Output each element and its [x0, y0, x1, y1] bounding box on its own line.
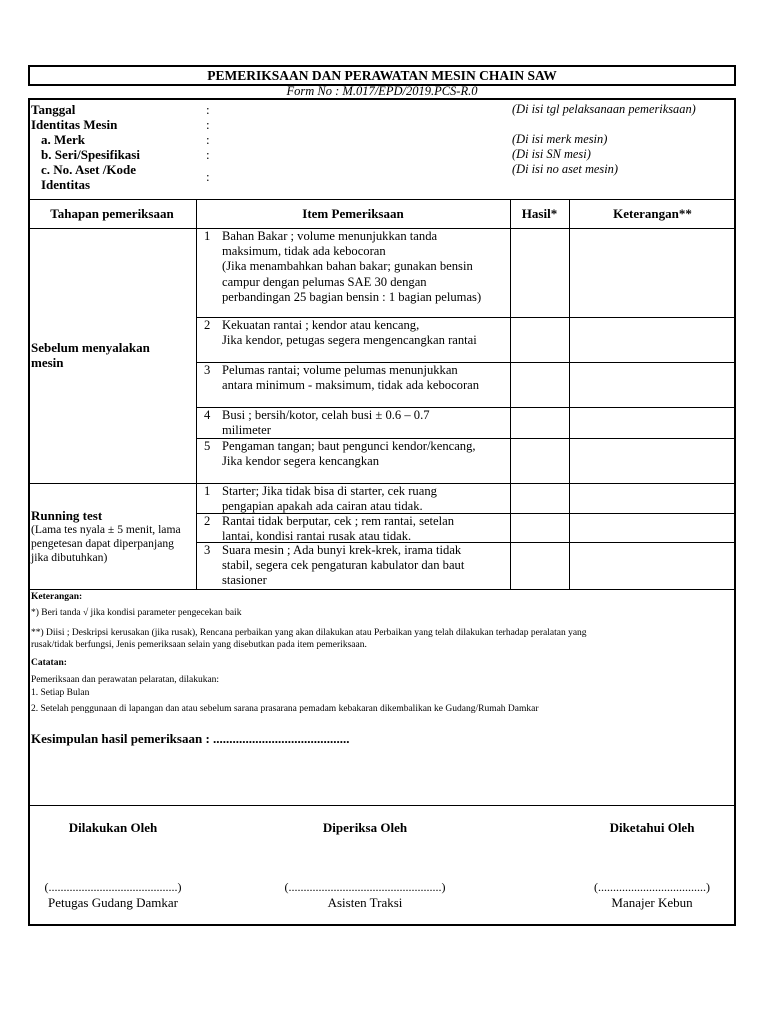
col-divider: [196, 199, 197, 589]
item-text: Pelumas rantai; volume pelumas menunjukkan antara minimum - maksimum, tidak ada kebocoran: [222, 363, 480, 393]
form-number: Form No : M.017/EPD/2019.PCS-R.0: [286, 84, 478, 98]
col-divider: [510, 199, 511, 589]
note-seri: (Di isi SN mesi): [512, 147, 591, 161]
signature-line: (...................................................): [284, 880, 446, 894]
item-text: Bahan Bakar ; volume menunjukkan tanda maksimum, tidak ada kebocoran (Jika menambahkan bahan bakar; gunakan bensin campur dengan pelumas SAE 30 dengan perbandingan 25 bagian bensin : 1 bagian pelumas): [222, 229, 482, 304]
colon: :: [206, 117, 210, 132]
seri-label: b. Seri/Spesifikasi: [41, 147, 140, 162]
item-text: Rantai tidak berputar, cek ; rem rantai, setelan lantai, kondisi rantai rusak atau tidak.: [222, 514, 455, 544]
item-number: 5: [204, 439, 211, 453]
item-text: Starter; Jika tidak bisa di starter, cek ruang pengapian apakah ada cairan atau tidak.: [222, 484, 437, 514]
keterangan-label: Keterangan:: [31, 592, 83, 602]
item-text: Busi ; bersih/kotor, celah busi ± 0.6 – 0.7 milimeter: [222, 408, 430, 438]
merk-label: a. Merk: [41, 132, 86, 147]
item-number: 3: [204, 363, 211, 377]
header-tahapan: Tahapan pemeriksaan: [50, 206, 174, 221]
identitas-mesin-label: Identitas Mesin: [31, 117, 118, 132]
signature-divider: [28, 805, 736, 806]
signature-role: Diketahui Oleh: [609, 820, 695, 835]
stage-running-test-title: Running test: [31, 508, 103, 523]
item-number: 1: [204, 229, 211, 243]
signature-name: Manajer Kebun: [611, 895, 693, 910]
table-bottom-line: [28, 589, 736, 590]
catatan-1: Pemeriksaan dan perawatan pelaratan, dilakukan:: [31, 675, 220, 685]
signature-name: Petugas Gudang Damkar: [48, 895, 178, 910]
item-text: Pengaman tangan; baut pengunci kendor/kencang, Jika kendor segera kencangkan: [222, 439, 476, 469]
item-text: Kekuatan rantai ; kendor atau kencang, Jika kendor, petugas segera mengencangkan rantai: [222, 318, 477, 348]
signature-line: (...........................................): [44, 880, 182, 894]
item-number: 3: [204, 543, 211, 557]
stage-before-start: Sebelum menyalakan mesin: [31, 340, 150, 370]
catatan-label: Catatan:: [31, 658, 67, 668]
colon: :: [206, 132, 210, 147]
header-keterangan: Keterangan**: [613, 206, 692, 221]
note-merk: (Di isi merk mesin): [512, 132, 608, 146]
keterangan-1: *) Beri tanda √ jika kondisi parameter pengecekan baik: [31, 608, 242, 618]
colon: :: [206, 102, 210, 117]
header-item: Item Pemeriksaan: [302, 206, 404, 221]
page-title: PEMERIKSAAN DAN PERAWATAN MESIN CHAIN SAW: [207, 68, 557, 83]
keterangan-2b: rusak/tidak berfungsi, Jenis pemeriksaan selain yang disebutkan pada item pemeriksaan.: [31, 640, 367, 650]
aset-label: c. No. Aset /Kode: [41, 162, 136, 177]
table-top-line: [28, 199, 736, 200]
item-text: Suara mesin ; Ada bunyi krek-krek, irama tidak stabil, segera cek pengaturan kabulator dan baut stasioner: [222, 543, 465, 588]
colon: :: [206, 147, 210, 162]
signature-role: Diperiksa Oleh: [322, 820, 408, 835]
item-number: 4: [204, 408, 211, 422]
signature-line: (....................................): [594, 880, 710, 894]
item-number: 2: [204, 514, 211, 528]
stage-divider: [28, 483, 196, 484]
kesimpulan: Kesimpulan hasil pemeriksaan : ..........................................: [31, 731, 350, 746]
header-hasil: Hasil*: [521, 206, 558, 221]
catatan-3: 2. Setelah penggunaan di lapangan dan atau sebelum sarana prasarana pemadam kebakaran dikembalikan ke Gudang/Rumah Damkar: [31, 704, 539, 714]
signature-role: Dilakukan Oleh: [68, 820, 158, 835]
note-aset: (Di isi no aset mesin): [512, 162, 618, 176]
signature-name: Asisten Traksi: [327, 895, 403, 910]
note-tanggal: (Di isi tgl pelaksanaan pemeriksaan): [512, 102, 696, 116]
catatan-2: 1. Setiap Bulan: [31, 688, 90, 698]
item-number: 1: [204, 484, 211, 498]
keterangan-2a: **) Diisi ; Deskripsi kerusakan (jika rusak), Rencana perbaikan yang akan dilakukan atau Perbaikan yang telah dilakukan terhadap peralatan yang: [31, 628, 587, 638]
colon: :: [206, 169, 210, 184]
stage-running-test-note: (Lama tes nyala ± 5 menit, lama pengetesan dapat diperpanjang jika dibutuhkan): [31, 523, 181, 564]
item-number: 2: [204, 318, 211, 332]
col-divider: [569, 199, 570, 589]
aset-label-2: Identitas: [41, 177, 91, 192]
tanggal-label: Tanggal: [31, 102, 76, 117]
